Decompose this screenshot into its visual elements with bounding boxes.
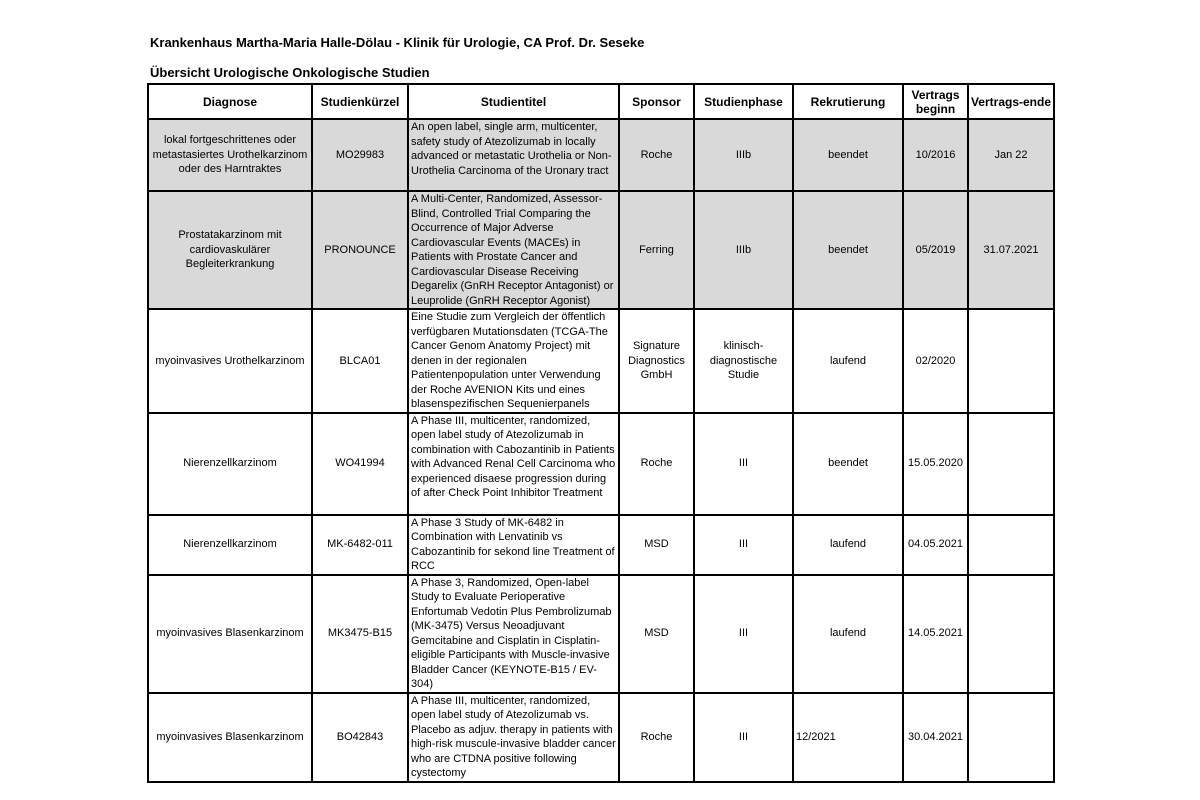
header-rekrutierung: Rekrutierung [793, 84, 903, 119]
cell-sponsor: Roche [619, 119, 694, 191]
cell-studienphase: IIIb [694, 191, 793, 309]
cell-diagnose: myoinvasives Blasenkarzinom [148, 693, 312, 782]
cell-vertragsbeginn: 05/2019 [903, 191, 968, 309]
table-row [148, 413, 1054, 515]
header-vertragsende: Vertrags-ende [968, 84, 1054, 119]
cell-diagnose: Prostatakarzinom mit cardiovaskulärer Begleiterkrankung [148, 191, 312, 309]
header-vertragsbeginn: Vertrags beginn [903, 84, 968, 119]
cell-studienphase: III [694, 413, 793, 515]
cell-studientitel: A Multi-Center, Randomized, Assessor-Blind, Controlled Trial Comparing the Occurrence of Major Adverse Cardiovascular Events (MACEs) in Patients with Prostate Cancer and Cardiovascular Disease Receiving Degarelix (GnRH Receptor Antagonist) or Leuprolide (GnRH Receptor Agonist) [408, 191, 619, 309]
cell-diagnose: Nierenzellkarzinom [148, 413, 312, 515]
cell-sponsor: Roche [619, 693, 694, 782]
cell-studienkuerzel: BO42843 [312, 693, 408, 782]
table-header-row [148, 84, 1054, 119]
table-row [148, 693, 1054, 782]
cell-studientitel: A Phase III, multicenter, randomized, open label study of Atezolizumab in combination with Cabozantinib in Patients with Advanced Renal Cell Carcinoma who experienced disaese progression during of after Check Point Inhibitor Treatment [408, 413, 619, 515]
cell-rekrutierung: beendet [793, 413, 903, 515]
cell-rekrutierung: beendet [793, 191, 903, 309]
page-subtitle: Übersicht Urologische Onkologische Studien [150, 65, 430, 80]
cell-studienkuerzel: WO41994 [312, 413, 408, 515]
header-diagnose: Diagnose [148, 84, 312, 119]
cell-sponsor: MSD [619, 575, 694, 693]
cell-rekrutierung: laufend [793, 515, 903, 575]
cell-studientitel: A Phase 3 Study of MK-6482 in Combination with Lenvatinib vs Cabozantinib for sekond line Treatment of RCC [408, 515, 619, 575]
table-row [148, 515, 1054, 575]
cell-studienphase: IIIb [694, 119, 793, 191]
cell-vertragsende [968, 309, 1054, 413]
header-sponsor: Sponsor [619, 84, 694, 119]
cell-diagnose: lokal fortgeschrittenes oder metastasiertes Urothelkarzinom oder des Harntraktes [148, 119, 312, 191]
cell-vertragsende [968, 693, 1054, 782]
header-studienkuerzel: Studienkürzel [312, 84, 408, 119]
cell-vertragsbeginn: 10/2016 [903, 119, 968, 191]
cell-vertragsbeginn: 14.05.2021 [903, 575, 968, 693]
cell-studienkuerzel: MK3475-B15 [312, 575, 408, 693]
cell-vertragsbeginn: 15.05.2020 [903, 413, 968, 515]
cell-studientitel: A Phase III, multicenter, randomized, open label study of Atezolizumab vs. Placebo as adjuv. therapy in patients with high-risk muscule-invasive bladder cancer who are CTDNA positive following cystectomy [408, 693, 619, 782]
cell-sponsor: Ferring [619, 191, 694, 309]
cell-vertragsbeginn: 04.05.2021 [903, 515, 968, 575]
table-row [148, 119, 1054, 191]
cell-rekrutierung: laufend [793, 575, 903, 693]
table-row [148, 191, 1054, 309]
cell-diagnose: Nierenzellkarzinom [148, 515, 312, 575]
cell-sponsor: Signature Diagnostics GmbH [619, 309, 694, 413]
cell-rekrutierung: 12/2021 [793, 693, 903, 782]
page-title: Krankenhaus Martha-Maria Halle-Dölau - Klinik für Urologie, CA Prof. Dr. Seseke [150, 35, 645, 50]
header-studientitel: Studientitel [408, 84, 619, 119]
cell-vertragsende [968, 413, 1054, 515]
cell-diagnose: myoinvasives Urothelkarzinom [148, 309, 312, 413]
cell-studienphase: klinisch-diagnostische Studie [694, 309, 793, 413]
cell-vertragsende: 31.07.2021 [968, 191, 1054, 309]
studies-table [147, 83, 1055, 783]
cell-vertragsende: Jan 22 [968, 119, 1054, 191]
cell-rekrutierung: beendet [793, 119, 903, 191]
cell-studienkuerzel: MK-6482-011 [312, 515, 408, 575]
cell-vertragsende [968, 515, 1054, 575]
cell-studientitel: An open label, single arm, multicenter, safety study of Atezolizumab in locally advanced or metastatic Urothelia or Non-Urothelia Carcinoma of the Uronary tract [408, 119, 619, 191]
header-studienphase: Studienphase [694, 84, 793, 119]
cell-studienphase: III [694, 575, 793, 693]
cell-studienkuerzel: BLCA01 [312, 309, 408, 413]
table-row [148, 575, 1054, 693]
cell-studienphase: III [694, 515, 793, 575]
cell-vertragsbeginn: 02/2020 [903, 309, 968, 413]
cell-studienphase: III [694, 693, 793, 782]
cell-studientitel: Eine Studie zum Vergleich der öffentlich verfügbaren Mutationsdaten (TCGA-The Cancer Genom Anatomy Project) mit denen in der regionalen Patientenpopulation unter Verwendung der Roche AVENION Kits und eines blasenspezifischen Sequenierpanels [408, 309, 619, 413]
cell-vertragsende [968, 575, 1054, 693]
cell-studientitel: A Phase 3, Randomized, Open-label Study to Evaluate Perioperative Enfortumab Vedotin Plus Pembrolizumab (MK-3475) Versus Neoadjuvant Gemcitabine and Cisplatin in Cisplatin-eligible Participants with Muscle-invasive Bladder Cancer (KEYNOTE-B15 / EV-304) [408, 575, 619, 693]
cell-studienkuerzel: MO29983 [312, 119, 408, 191]
cell-vertragsbeginn: 30.04.2021 [903, 693, 968, 782]
cell-sponsor: MSD [619, 515, 694, 575]
cell-studienkuerzel: PRONOUNCE [312, 191, 408, 309]
cell-diagnose: myoinvasives Blasenkarzinom [148, 575, 312, 693]
table-row [148, 309, 1054, 413]
cell-sponsor: Roche [619, 413, 694, 515]
cell-rekrutierung: laufend [793, 309, 903, 413]
